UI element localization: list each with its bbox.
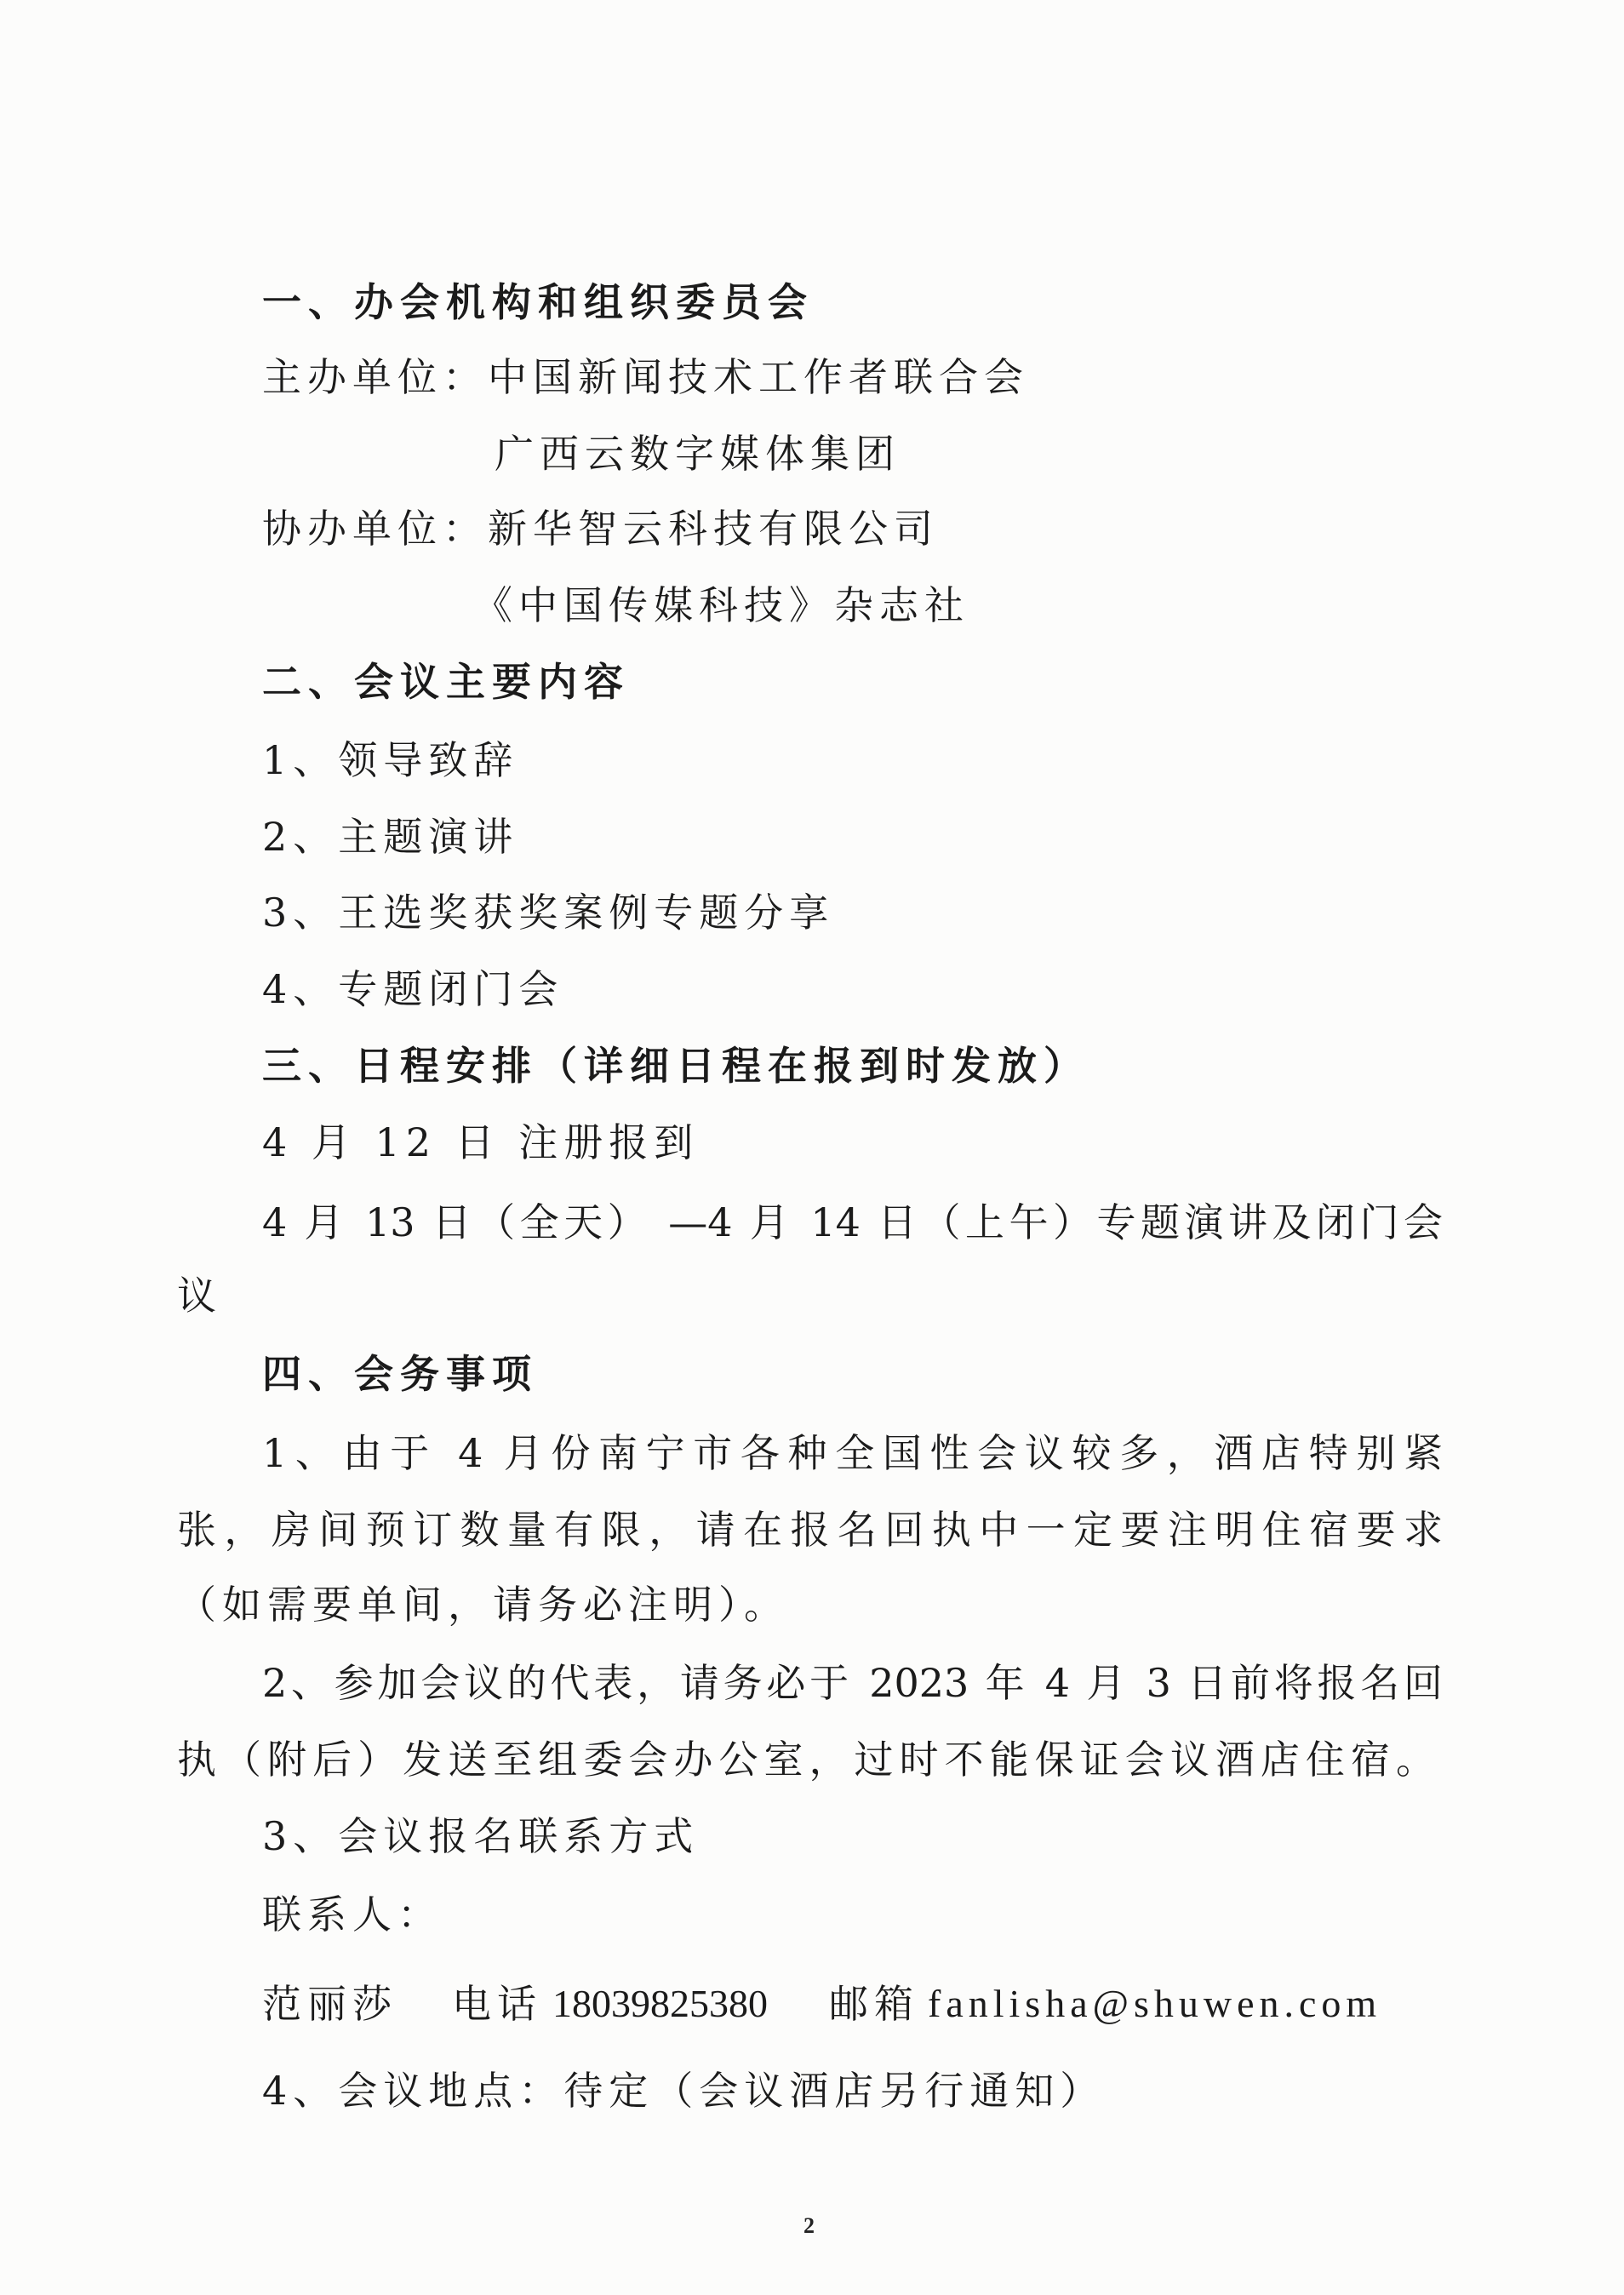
host-organization: 广西云数字媒体集团 <box>495 431 901 477</box>
phone-label: 电话 <box>452 1981 542 2027</box>
email-address: fanlisha@shuwen.com <box>928 1982 1382 2025</box>
notice-paragraph-line: 2、参加会议的代表，请务必于 2023 年 4 月 3 日前将报名回 <box>262 1660 1443 1706</box>
phone-number: 18039825380 <box>552 1982 768 2025</box>
section1-heading: 一、办会机构和组织委员会 <box>262 279 814 325</box>
co-host-organization: 《中国传媒科技》杂志社 <box>473 582 969 628</box>
host-label: 主办单位： <box>262 354 488 400</box>
contact-line <box>262 1978 1454 2029</box>
notice-paragraph-line: 张，房间预订数量有限，请在报名回执中一定要注明住宿要求 <box>177 1507 1443 1553</box>
host-organization: 中国新闻技术工作者联合会 <box>488 354 1029 400</box>
agenda-item: 2、主题演讲 <box>262 814 519 860</box>
section2-heading: 二、会议主要内容 <box>262 659 630 705</box>
page-number: 2 <box>803 2213 815 2238</box>
section4-heading: 四、会务事项 <box>262 1351 538 1397</box>
schedule-line-continuation: 议 <box>177 1273 222 1319</box>
agenda-item: 3、王选奖获奖案例专题分享 <box>262 890 835 936</box>
notice-paragraph-line: 执（附后）发送至组委会办公室，过时不能保证会议酒店住宿。 <box>177 1737 1435 1783</box>
co-host-label: 协办单位： <box>262 506 488 552</box>
section3-heading: 三、日程安排（详细日程在报到时发放） <box>262 1043 1089 1089</box>
notice-paragraph-line: 1、由于 4 月份南宁市各种全国性会议较多，酒店特别紧 <box>262 1430 1443 1476</box>
co-host-line <box>262 503 939 554</box>
agenda-item: 4、专题闭门会 <box>262 966 564 1012</box>
contact-name: 范丽莎 <box>262 1981 397 2027</box>
schedule-line: 4 月 13 日（全天） —4 月 14 日（上午）专题演讲及闭门会 <box>262 1199 1443 1245</box>
email-label: 邮箱 <box>829 1981 919 2027</box>
schedule-line: 4 月 12 日 注册报到 <box>262 1119 700 1165</box>
co-host-organization: 新华智云科技有限公司 <box>488 506 939 552</box>
venue-line: 4、会议地点：待定（会议酒店另行通知） <box>262 2068 1106 2114</box>
contact-person-label: 联系人： <box>262 1892 443 1937</box>
host-line <box>262 352 1029 403</box>
registration-contact-title: 3、会议报名联系方式 <box>262 1813 700 1859</box>
agenda-item: 1、领导致辞 <box>262 737 519 783</box>
notice-paragraph-line: （如需要单间，请务必注明）。 <box>177 1582 789 1628</box>
